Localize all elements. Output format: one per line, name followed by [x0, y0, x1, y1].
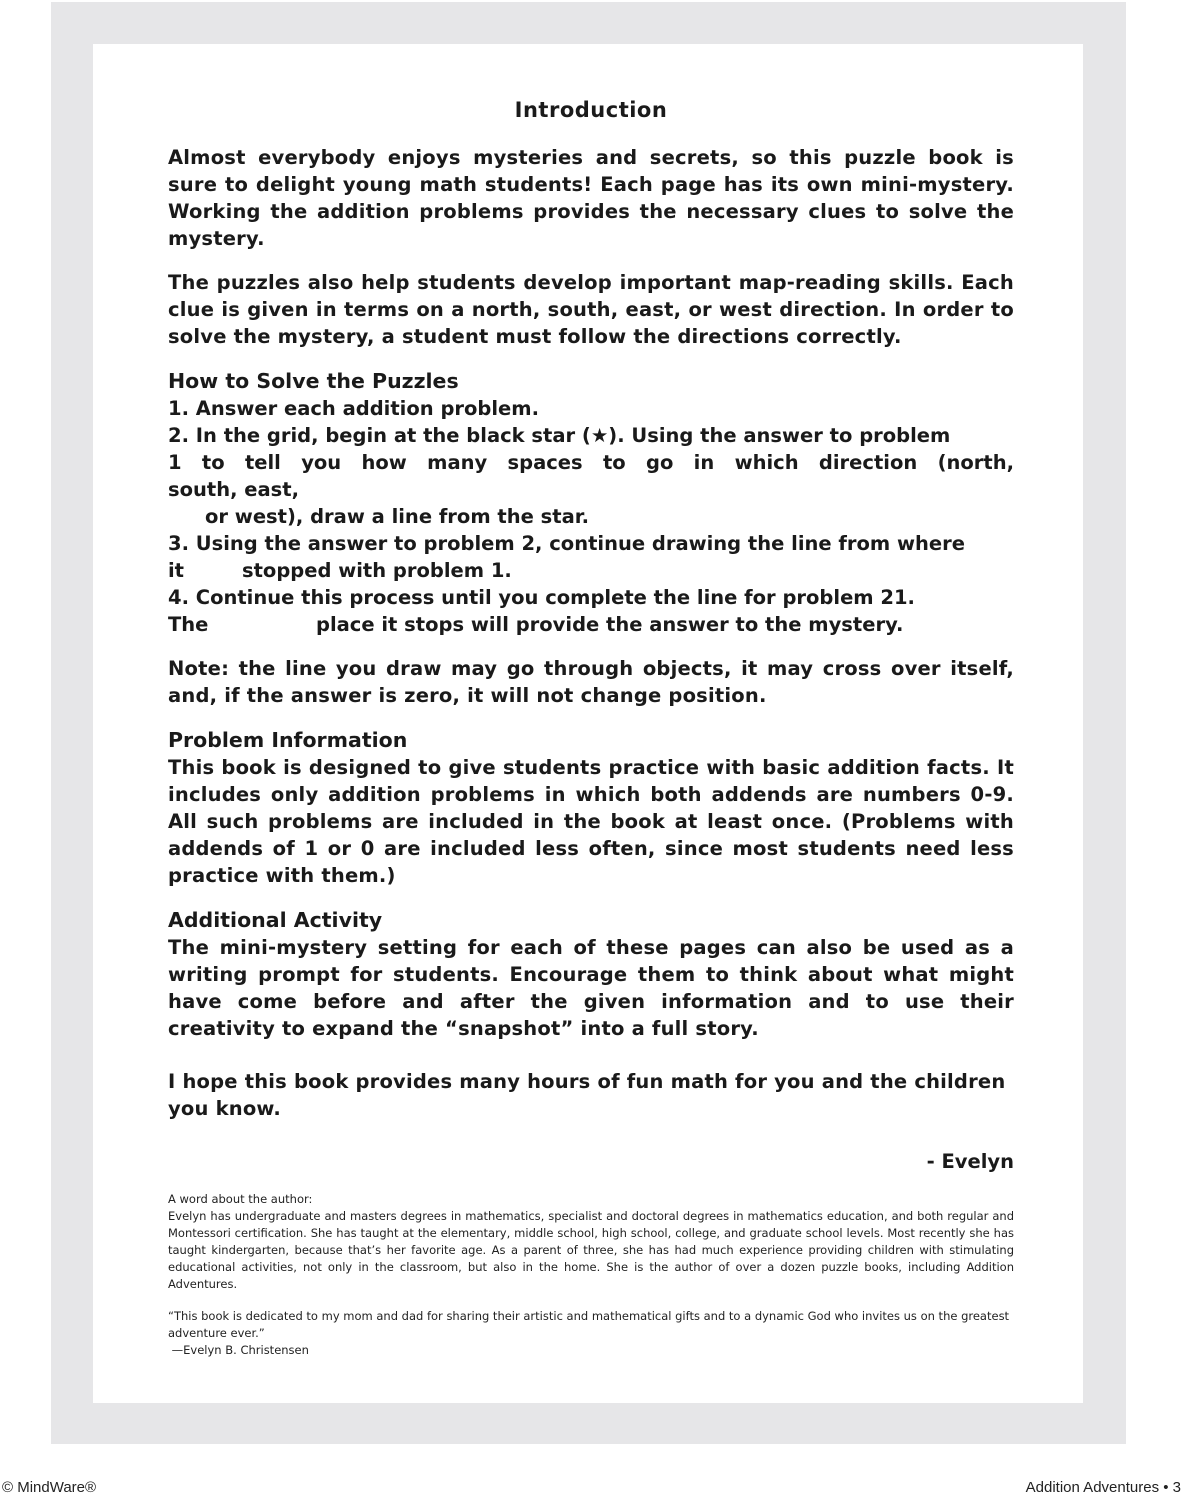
- page-title: Introduction: [514, 98, 668, 122]
- dedication-text: “This book is dedicated to my mom and dad for sharing their artistic and mathematical gifts and to a dynamic God who invites us on the greatest adventure ever.”: [168, 1309, 1010, 1340]
- how-to-steps: [168, 395, 1014, 638]
- step-2-line-2: [168, 449, 1014, 476]
- step-4-fragment: The: [168, 613, 209, 636]
- page-content: [168, 96, 1014, 1359]
- step-4-line-1: 4. Continue this process until you complete the line for problem 21.: [168, 586, 915, 609]
- step-1: 1. Answer each addition problem.: [168, 397, 540, 420]
- step-2-fragment: tell you how many spaces to go in which direction (north,: [244, 451, 1014, 474]
- dedication: [168, 1308, 1014, 1359]
- dedication-attribution: —Evelyn B. Christensen: [168, 1343, 309, 1357]
- step-3-line-2: [168, 557, 1014, 584]
- additional-activity-heading: Additional Activity: [168, 908, 383, 932]
- step-2-fragment: to: [201, 451, 225, 474]
- step-2-fragment: 1: [168, 451, 182, 474]
- step-2-line-1: 2. In the grid, begin at the black star (★). Using the answer to problem: [168, 424, 951, 447]
- footer-page-number: Addition Adventures • 3: [1025, 1479, 1181, 1496]
- about-author: [168, 1191, 1014, 1293]
- note-paragraph: Note: the line you draw may go through objects, it may cross over itself, and, if the answer is zero, it will not change position.: [168, 657, 1014, 707]
- step-3-fragment: it: [168, 559, 185, 582]
- how-to-heading: How to Solve the Puzzles: [168, 369, 459, 393]
- about-author-label: A word about the author:: [168, 1192, 313, 1206]
- intro-paragraph-1: Almost everybody enjoys mysteries and secrets, so this puzzle book is sure to delight young math students! Each page has its own mini-mystery. Working the addition problems provides the necessary clues to solve the mystery.: [168, 146, 1014, 250]
- step-2-line-4: or west), draw a line from the star.: [205, 505, 589, 528]
- footer-copyright: © MindWare®: [2, 1479, 97, 1496]
- step-3-line-1: 3. Using the answer to problem 2, continue drawing the line from where: [168, 532, 965, 555]
- step-3-fragment: stopped with problem 1.: [242, 559, 512, 582]
- step-4-fragment: place it stops will provide the answer to the mystery.: [316, 613, 904, 636]
- about-author-text: Evelyn has undergraduate and masters degrees in mathematics, specialist and doctoral degrees in mathematics education, and both regular and Montessori certification. She has taught at the elementary, middle school, high school, college, and graduate school levels. Most recently she has taught kindergarten, because that’s her favorite age. As a parent of three, she has had much experience providing children with stimulating educational activities, not only in the classroom, but also in the home. She is the author of over a dozen puzzle books, including Addition Adventures.: [168, 1209, 1014, 1291]
- problem-info-heading: Problem Information: [168, 728, 408, 752]
- problem-info-text: This book is designed to give students practice with basic addition facts. It includes only addition problems in which both addends are numbers 0-9. All such problems are included in the book at least once. (Problems with addends of 1 or 0 are included less often, since most students need less practice with them.): [168, 756, 1014, 887]
- signature: - Evelyn: [926, 1150, 1014, 1173]
- step-4-line-2: [168, 611, 1014, 638]
- step-2-line-3: south, east,: [168, 478, 300, 501]
- closing-paragraph: I hope this book provides many hours of fun math for you and the children you know.: [168, 1070, 1006, 1120]
- intro-paragraph-2: The puzzles also help students develop important map-reading skills. Each clue is given in terms on a north, south, east, or west direction. In order to solve the mystery, a student must follow the directions correctly.: [168, 271, 1014, 348]
- additional-activity-text: The mini-mystery setting for each of these pages can also be used as a writing prompt for students. Encourage them to think about what might have come before and after the given information and to use their creativity to expand the “snapshot” into a full story.: [168, 936, 1014, 1040]
